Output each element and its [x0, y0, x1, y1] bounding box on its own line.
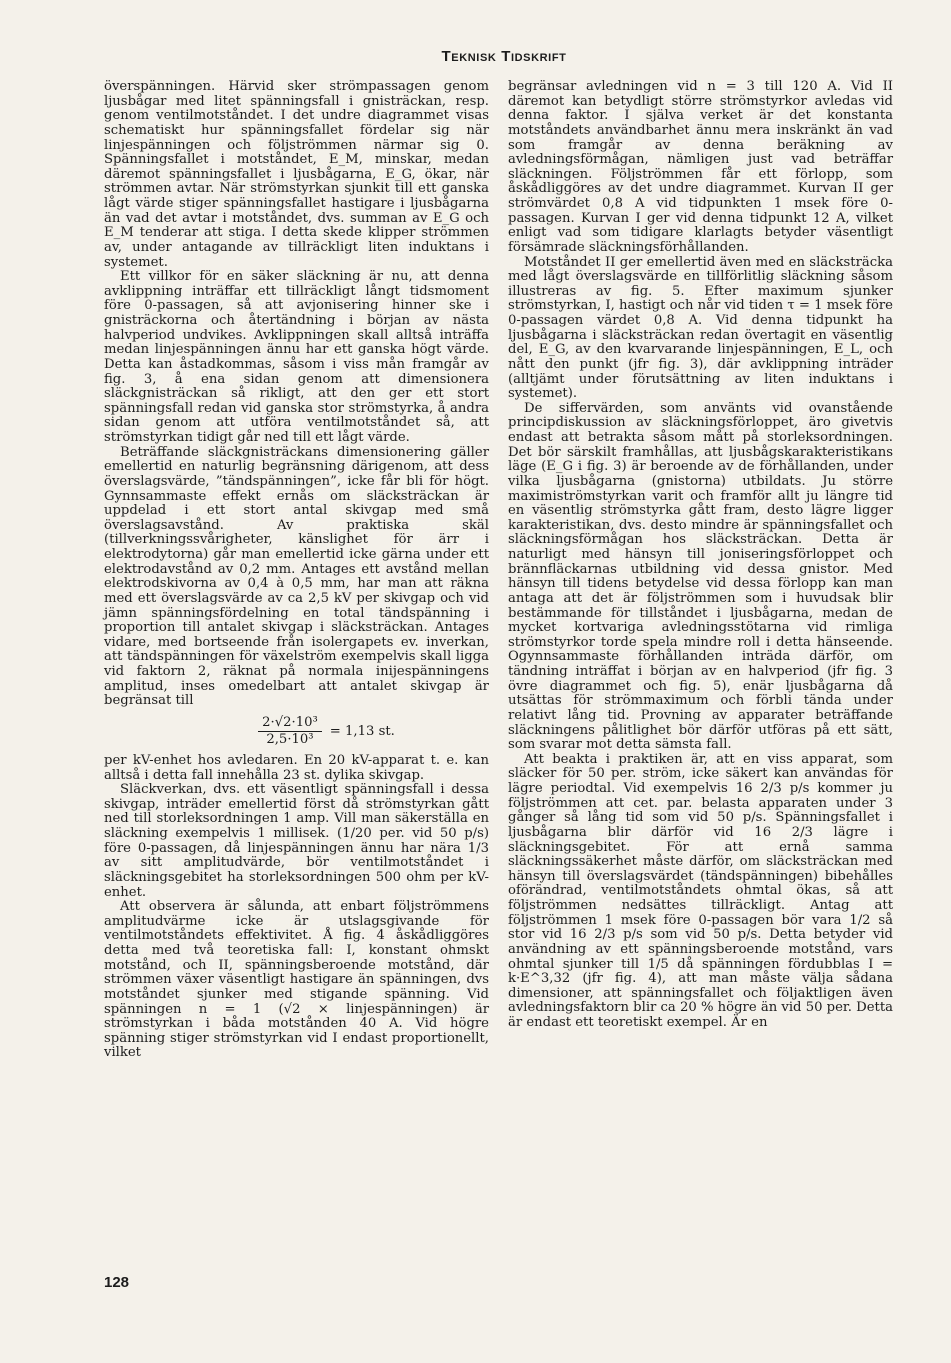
left-paragraph-1: överspänningen. Härvid sker strömpassagen genom ljusbågar med litet spänningsfall i gnisträckan, resp. genom ventilmotståndet. I det undre diagrammet visas schematiskt hur spänningsfallet fördelar sig när linjespänningen och följströmmen närmar sig 0. Spänningsfallet i motståndet, E_M, minskar, medan däremot spänningsfallet i ljusbågarna, E_G, ökar, när strömmen avtar. När strömstyrkan sjunkit till ett ganska lågt värde stiger spänningsfallet hastigare i ljusbågarna än vad det avtar i motståndet, dvs. summan av E_G och E_M tenderar att stiga. I detta skede klipper strömmen av, under antagande av tillräckligt liten induktans i systemet.	[104, 79, 489, 270]
right-paragraph-1: begränsar avledningen vid n = 3 till 120 A. Vid II däremot kan betydligt större strömstyrkor avledas vid denna faktor. I själva verket är det konstanta motståndets användbarhet ännu mera inskränkt än vad som framgår av denna beräkning av avledningsförmågan, nämligen just vad beträffar släckningen. Följströmmen får ett förlopp, som åskådliggöres av det undre diagrammet. Kurvan II ger strömvärdet 0,8 A vid tidpunkten 1 msek före 0-passagen. Kurvan I ger vid denna tidpunkt 12 A, vilket enligt vad som tidigare klarlagts betyder väsentligt försämrade släckningsförhållanden.	[508, 79, 893, 255]
right-column	[508, 80, 893, 1031]
formula-fraction	[258, 715, 322, 748]
formula-numerator: 2·√2·10³	[258, 715, 322, 732]
journal-header: Teknisk Tidskrift	[441, 48, 567, 65]
left-paragraph-3: Beträffande släckgnisträckans dimensionering gäller emellertid en naturlig begränsning därigenom, att dess överslagsvärde, ”tändspänningen”, icke får bli för högt. Gynnsammaste effekt ernås om släcksträckan är uppdelad i ett stort antal skivgap med små överslagsavstånd. Av praktiska skäl (tillverkningssvårigheter, känslighet för ärr i elektrodytorna) går man emellertid icke gärna under ett elektrodavstånd av 0,2 mm. Antages ett avstånd mellan elektrodskivorna av 0,4 à 0,5 mm, har man att räkna med ett överslagsvärde av ca 2,5 kV per skivgap och vid jämn spänningsfördelning en total tändspänning i proportion till antalet skivgap i släcksträckan. Antages vidare, med bortseende från isolergapets ev. inverkan, att tändspänningen för växelström exempelvis skall ligga vid faktorn 2, räknat på normala inijespänningens amplitud, inses omedelbart att antalet skivgap är begränsat till	[104, 444, 489, 709]
left-paragraph-5: Släckverkan, dvs. ett väsentligt spänningsfall i dessa skivgap, inträder emellertid först då strömstyrkan gått ned till storleksordningen 1 amp. Vill man säkerställa en släckning exempelvis 1 millisek. (1/20 per. vid 50 p/s) före 0-passagen, då linjespänningen ännu har nära 1/3 av sitt amplitudvärde, bör ventilmotståndet i släckningsgebitet ha storleksordningen 500 ohm per kV-enhet.	[104, 782, 489, 900]
left-paragraph-6: Att observera är sålunda, att enbart följströmmens amplitudvärme icke är utslagsgivande för ventilmotståndets effektivitet. Å fig. 4 åskådliggöres detta med två teoretiska fall: I, konstant ohmskt motstånd, och II, spänningsberoende motstånd, där strömmen växer väsentligt hastigare än spänningen, dvs motståndet sjunker med stigande spänning. Vid spänningen n = 1 (√2 × linjespänningen) är strömstyrkan i båda motstånden 40 A. Vid högre spänning stiger strömstyrkan vid I endast proportionellt, vilket	[104, 899, 489, 1061]
formula-result: = 1,13 st.	[329, 723, 395, 739]
page-number: 128	[104, 1274, 130, 1291]
formula-denominator: 2,5·10³	[266, 732, 314, 748]
left-paragraph-2: Ett villkor för en säker släckning är nu, att denna avklippning inträffar ett tillräckligt långt tidsmoment före 0-passagen, så att avjonisering hinner ske i gnisträckorna och återtändning i början av nästa halvperiod undvikes. Avklippningen skall alltså inträffa medan linjespänningen ännu har ett ganska högt värde. Detta kan åstadkommas, såsom i viss mån framgår av fig. 3, å ena sidan genom att dimensionera släckgnisträckan så rikligt, att den ger ett stort spänningsfall redan vid ganska stor strömstyrka, å andra sidan genom att utföra ventilmotståndet så, att strömstyrkan tidigt går ned till ett lågt värde.	[104, 269, 489, 445]
left-column	[104, 80, 489, 1061]
left-paragraph-4: per kV-enhet hos avledaren. En 20 kV-apparat t. e. kan alltså i detta fall innehålla 23 st. dylika skivgap.	[104, 752, 489, 783]
right-paragraph-2: Motståndet II ger emellertid även med en släcksträcka med lågt överslagsvärde en tillförlitlig släckning såsom illustreras av fig. 5. Efter maximum sjunker strömstyrkan, I, hastigt och når vid tiden τ = 1 msek före 0-passagen värdet 0,8 A. Vid denna tidpunkt ha ljusbågarna i släcksträckan redan övertagit en väsentlig del, E_G, av den kvarvarande linjespänningen, E_L, och nått den punkt (jfr fig. 3), där avklippning inträder (alltjämt under förutsättning av liten induktans i systemet).	[508, 254, 893, 402]
right-paragraph-4: Att beakta i praktiken är, att en viss apparat, som släcker för 50 per. ström, icke säkert kan användas för lägre periodtal. Vid exempelvis 16 2/3 p/s kommer ju följströmmen att cet. par. belasta apparaten under 3 gånger så lång tid som vid 50 p/s. Spänningsfallet i ljusbågarna blir därför vid 16 2/3 lägre i släckningsgebitet. För att ernå samma släckningssäkerhet måste därför, om släcksträckan med hänsyn till överslagsvärdet (tändspänningen) bibehålles oförändrad, ventilmotståndets ohmtal ökas, så att följströmmen nedsättes tillräckligt. Antag att följströmmen 1 msek före 0-passagen bör vara 1/2 så stor vid 16 2/3 p/s som vid 50 p/s. Detta betyder vid användning av ett spänningsberoende motstånd, vars ohmtal sjunker till 1/5 då spänningen fördubblas I = k·E^3,32 (jfr fig. 4), att man måste välja sådana dimensioner, att spänningsfallet och följaktligen även avledningsfaktorn blir ca 20 % högre än vid 50 per. Detta är endast ett teoretiskt exempel. Är en	[508, 751, 893, 1030]
right-paragraph-3: De siffervärden, som använts vid ovanstående principdiskussion av släckningsförloppet, äro givetvis endast att betrakta såsom mått på storleksordningen. Det bör särskilt framhållas, att ljusbågskarakteristikans läge (E_G i fig. 3) är beroende av de förhållanden, under vilka ljusbågarna (gnistorna) utbildats. Ju större maximiströmstyrkan varit och framför allt ju längre tid en väsentlig strömstyrka gått fram, desto lägre ligger karakteristikan, dvs. desto mindre är spänningsfallet och släckningsförmågan hos släcksträckan. Detta är naturligt med hänsyn till joniseringsförloppet och brännfläckarnas utbildning vid dessa gnistor. Med hänsyn till tidens betydelse vid dessa förlopp kan man antaga att det är följströmmen som i huvudsak blir bestämmande för tillståndet i ljusbågarna, medan de mycket kortvariga avledningsstötarna vid rimliga strömstyrkor torde spela mindre roll i detta hänseende. Ogynnsammaste förhållanden inträda därför, om tändning inträffat i början av en halvperiod (jfr fig. 3 övre diagrammet och fig. 5), enär ljusbågarna då utsättas för strömmaximum och förbli tända under relativt lång tid. Provning av apparater beträffande släckningens pålitlighet bör därför utföras på ett sätt, som svarar mot detta sämsta fall.	[508, 400, 893, 753]
skivgap-formula	[164, 714, 489, 750]
